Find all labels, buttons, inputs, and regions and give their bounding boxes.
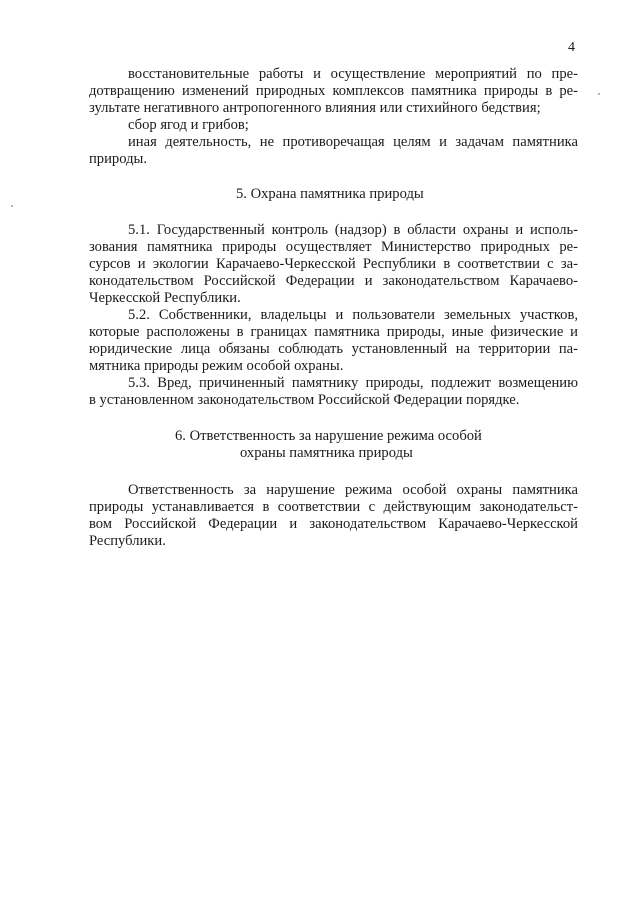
text-line: конодательством Российской Федерации и законодательством Карачаево- (89, 273, 578, 289)
scan-speck (598, 93, 600, 95)
text-line: 5.3. Вред, причиненный памятнику природы, подлежит возмещению (128, 375, 578, 391)
text-line: 5.2. Собственники, владельцы и пользователи земельных участков, (128, 307, 578, 323)
text-line: восстановительные работы и осуществление мероприятий по пре- (128, 66, 578, 82)
text-line: природы. (89, 151, 147, 167)
text-line: вом Российской Федерации и законодательством Карачаево-Черкесской (89, 516, 578, 532)
page-number: 4 (568, 40, 575, 55)
text-line: в установленном законодательством Российской Федерации порядке. (89, 392, 520, 408)
section-heading: 5. Охрана памятника природы (236, 186, 424, 202)
text-line: Черкесской Республики. (89, 290, 241, 306)
text-line: Республики. (89, 533, 166, 549)
text-line: зования памятника природы осуществляет Министерство природных ре- (89, 239, 578, 255)
text-line: сурсов и экологии Карачаево-Черкесской Республики в соответствии с за- (89, 256, 578, 272)
text-line: дотвращению изменений природных комплексов памятника природы в ре- (89, 83, 578, 99)
text-line: мятника природы режим особой охраны. (89, 358, 344, 374)
text-line: зультате негативного антропогенного влияния или стихийного бедствия; (89, 100, 541, 116)
text-line: иная деятельность, не противоречащая целям и задачам памятника (128, 134, 578, 150)
section-heading: охраны памятника природы (240, 445, 413, 461)
scan-speck (11, 205, 13, 207)
text-line: 5.1. Государственный контроль (надзор) в области охраны и исполь- (128, 222, 578, 238)
text-line: сбор ягод и грибов; (128, 117, 249, 133)
text-line: юридические лица обязаны соблюдать установленный на территории па- (89, 341, 578, 357)
section-heading: 6. Ответственность за нарушение режима особой (175, 428, 482, 444)
text-line: которые расположены в границах памятника природы, иные физические и (89, 324, 578, 340)
text-line: природы устанавливается в соответствии с действующим законодательст- (89, 499, 578, 515)
text-line: Ответственность за нарушение режима особой охраны памятника (128, 482, 578, 498)
